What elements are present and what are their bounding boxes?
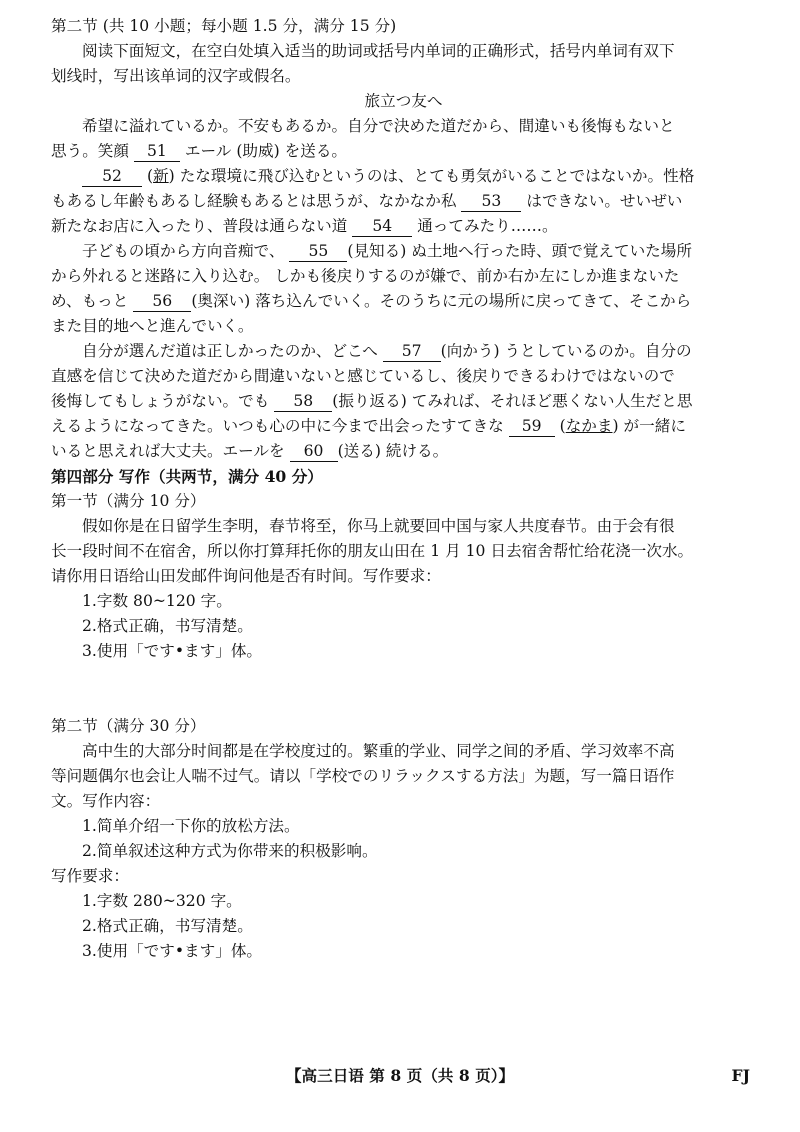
passage-line: 自分が選んだ道は正しかったのか、どこへ 57 (向かう) うとしているのか。自分の — [82, 342, 692, 360]
blank-53[interactable]: 53 — [461, 191, 521, 212]
blank-58[interactable]: 58 — [274, 391, 332, 412]
requirements-heading: 写作要求： — [51, 867, 129, 885]
passage-title: 旅立つ友へ — [364, 92, 443, 110]
spacer — [51, 664, 756, 714]
passage-line: えるようになってきた。いつも心の中に今まで出会ったすてきな 59 (なかま) が一緒に — [51, 417, 686, 435]
requirement-item: 3.使用「です•ます」体。 — [82, 642, 263, 660]
writing-prompt-line: 请你用日语给山田发邮件询问他是否有时间。写作要求： — [51, 567, 441, 585]
paper-code: FJ — [731, 1066, 750, 1085]
writing-prompt-line: 文。写作内容： — [51, 792, 161, 810]
blank-52[interactable]: 52 — [82, 166, 142, 187]
passage-line: 直感を信じて決めた道だから間違いないと感じているし、後戻りできるわけではないので — [51, 367, 675, 385]
instruction-line-2: 划线时，写出该单词的汉字或假名。 — [51, 67, 301, 85]
exam-page — [51, 14, 756, 964]
requirement-item: 1.字数 280~320 字。 — [82, 892, 242, 910]
passage-line: 52 (新) たな環境に飛び込むというのは、とても勇気がいることではないか。性格 — [51, 164, 756, 189]
section-heading: 第二节 (共 10 小题；每小题 1.5 分，满分 15 分) — [51, 17, 397, 35]
passage-line: また目的地へと進んでいく。 — [51, 317, 254, 335]
requirement-item: 2.格式正确，书写清楚。 — [82, 917, 253, 935]
double-underlined-word: 新 — [153, 167, 169, 185]
passage-line: 後悔してもしょうがない。でも 58 (振り返る) てみれば、それほど悪くない人生だと思 — [51, 392, 693, 410]
writing-part-2-heading: 第二节（满分 30 分） — [51, 717, 206, 735]
writing-part-1-heading: 第一节（满分 10 分） — [51, 492, 206, 510]
part-four-heading: 第四部分 写作（共两节，满分 40 分） — [51, 467, 323, 486]
passage-line: め、もっと 56 (奥深い) 落ち込んでいく。そのうちに元の場所に戻ってきて、そこから — [51, 292, 692, 310]
requirement-item: 2.格式正确，书写清楚。 — [82, 617, 253, 635]
blank-60[interactable]: 60 — [290, 441, 338, 462]
passage-line: もあるし年齢もあるし経験もあるとは思うが、なかなか私 53 はできない。せいぜい — [51, 192, 683, 210]
passage-line: 思う。笑顔 51 エール (助威) を送る。 — [51, 142, 348, 160]
double-underlined-word: なかま — [565, 417, 613, 435]
blank-51[interactable]: 51 — [134, 141, 180, 162]
blank-54[interactable]: 54 — [352, 216, 412, 237]
passage-line: 新たなお店に入ったり、普段は通らない道 54 通ってみたり……。 — [51, 217, 558, 235]
instruction-line-1: 阅读下面短文，在空白处填入适当的助词或括号内单词的正确形式，括号内单词有双下 — [82, 42, 675, 60]
requirement-item: 1.字数 80~120 字。 — [82, 592, 232, 610]
requirement-item: 3.使用「です•ます」体。 — [82, 942, 263, 960]
passage-line: いると思えれば大丈夫。エールを 60 (送る) 続ける。 — [51, 442, 449, 460]
page-footer — [0, 1064, 800, 1088]
writing-prompt-line: 假如你是在日留学生李明，春节将至，你马上就要回中国与家人共度春节。由于会有很 — [82, 517, 675, 535]
passage-line: から外れると迷路に入り込む。 しかも後戻りするのが嫌で、前か右か左にしか進まないた — [51, 267, 680, 285]
passage-line: 子どもの頃から方向音痴で、 55 (見知る) ぬ土地へ行った時、頭で覚えていた場所 — [82, 242, 692, 260]
blank-55[interactable]: 55 — [289, 241, 347, 262]
writing-prompt-line: 高中生的大部分时间都是在学校度过的。繁重的学业、同学之间的矛盾、学习效率不高 — [82, 742, 675, 760]
blank-59[interactable]: 59 — [509, 416, 555, 437]
content-item: 2.简单叙述这种方式为你带来的积极影响。 — [82, 842, 378, 860]
page-number-label: 【高三日语 第 8 页（共 8 页）】 — [285, 1066, 515, 1085]
blank-57[interactable]: 57 — [383, 341, 441, 362]
writing-prompt-line: 长一段时间不在宿舍，所以你打算拜托你的朋友山田在 1 月 10 日去宿舍帮忙给花浇一次水。 — [51, 542, 694, 560]
writing-prompt-line: 等问题偶尔也会让人喘不过气。请以「学校でのリラックスする方法」为题，写一篇日语作 — [51, 767, 675, 785]
passage-line: 希望に溢れているか。不安もあるか。自分で決めた道だから、間違いも後悔もないと — [82, 117, 675, 135]
blank-56[interactable]: 56 — [133, 291, 191, 312]
content-item: 1.简单介绍一下你的放松方法。 — [82, 817, 300, 835]
